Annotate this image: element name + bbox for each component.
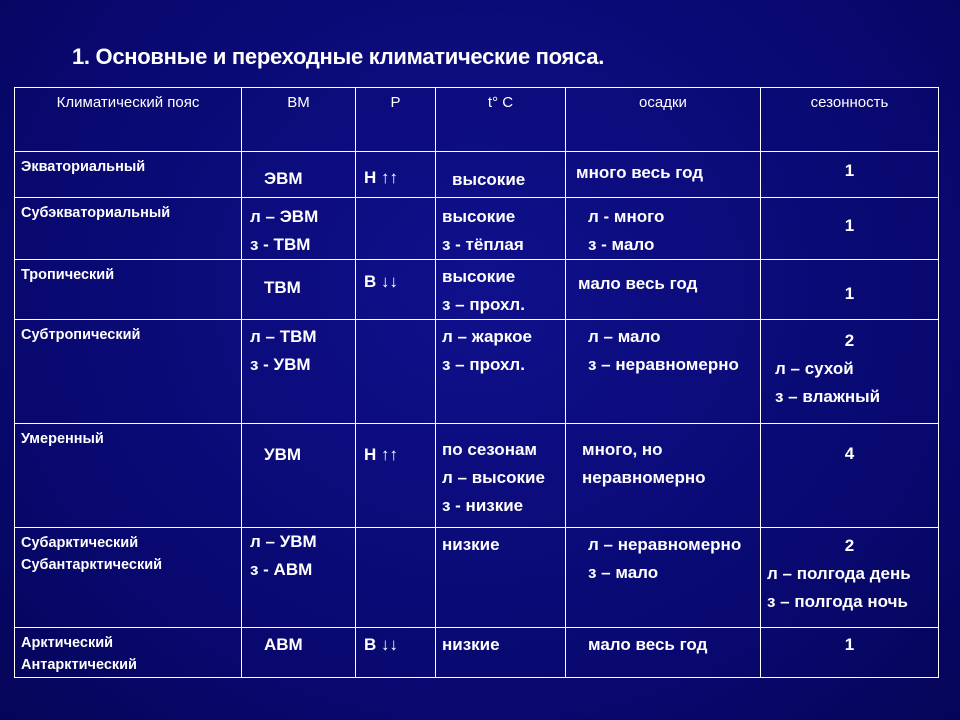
season-cell xyxy=(761,320,939,424)
vm-cell xyxy=(242,260,356,320)
vm-cell xyxy=(242,628,356,678)
zone-name: Тропический xyxy=(21,267,115,283)
t-value: з - низкие xyxy=(442,496,524,515)
table-row xyxy=(15,198,939,260)
zone-name: Субарктический xyxy=(21,535,139,551)
zone-cell xyxy=(15,628,242,678)
p-value: В ↓↓ xyxy=(364,272,398,291)
t-value: по сезонам xyxy=(442,440,537,459)
vm-value: з - ТВМ xyxy=(250,235,311,254)
season-value: з – влажный xyxy=(775,387,881,406)
p-cell xyxy=(356,152,436,198)
season-cell xyxy=(761,260,939,320)
header-zone: Климатический пояс xyxy=(15,88,242,152)
vm-value: л – УВМ xyxy=(250,532,317,551)
vm-cell xyxy=(242,320,356,424)
vm-value: з - УВМ xyxy=(250,355,311,374)
vm-value: ТВМ xyxy=(264,278,301,297)
zone-cell xyxy=(15,152,242,198)
season-value: 2 xyxy=(844,536,855,555)
osadki-value: з – неравномерно xyxy=(588,355,739,374)
t-value: высокие xyxy=(442,267,516,286)
vm-cell xyxy=(242,528,356,628)
t-value: л – жаркое xyxy=(442,327,532,346)
table-row xyxy=(15,320,939,424)
page-title: 1. Основные и переходные климатические пояса. xyxy=(72,44,605,69)
osadki-value: много, но xyxy=(582,440,663,459)
zone-name: Субэкваториальный xyxy=(21,205,171,221)
p-value: Н ↑↑ xyxy=(364,445,398,464)
osadki-value: много весь год xyxy=(576,163,704,182)
season-value: 1 xyxy=(844,161,855,180)
osadki-value: л – неравномерно xyxy=(588,535,742,554)
t-cell xyxy=(436,528,566,628)
osadki-value: мало весь год xyxy=(588,635,708,654)
p-value: В ↓↓ xyxy=(364,635,398,654)
season-cell xyxy=(761,152,939,198)
table-row xyxy=(15,628,939,678)
table-row xyxy=(15,260,939,320)
zone-name: Субтропический xyxy=(21,327,141,343)
season-cell xyxy=(761,198,939,260)
vm-cell xyxy=(242,152,356,198)
osadki-cell xyxy=(566,320,761,424)
t-cell xyxy=(436,320,566,424)
osadki-cell xyxy=(566,528,761,628)
osadki-value: мало весь год xyxy=(578,274,698,293)
p-cell xyxy=(356,424,436,528)
header-vm: ВМ xyxy=(242,88,356,152)
vm-value: АВМ xyxy=(264,635,303,654)
p-value: Н ↑↑ xyxy=(364,168,398,187)
osadki-value: з – мало xyxy=(588,563,659,582)
t-value: низкие xyxy=(442,535,500,554)
vm-cell xyxy=(242,198,356,260)
season-value: 1 xyxy=(844,284,855,303)
vm-value: л – ЭВМ xyxy=(250,207,319,226)
table-header-row xyxy=(15,88,939,152)
osadki-cell xyxy=(566,198,761,260)
vm-value: з - АВМ xyxy=(250,560,313,579)
t-cell xyxy=(436,260,566,320)
season-cell xyxy=(761,528,939,628)
table-row xyxy=(15,528,939,628)
header-p: Р xyxy=(356,88,436,152)
climate-zones-table xyxy=(14,87,939,678)
vm-value: УВМ xyxy=(264,445,302,464)
vm-cell xyxy=(242,424,356,528)
zone-name: Субантарктический xyxy=(21,557,163,573)
zone-cell xyxy=(15,424,242,528)
p-cell xyxy=(356,628,436,678)
t-cell xyxy=(436,628,566,678)
table-row xyxy=(15,424,939,528)
season-value: з – полгода ночь xyxy=(767,592,908,611)
osadki-value: з - мало xyxy=(588,235,655,254)
t-value: высокие xyxy=(452,170,526,189)
osadki-cell xyxy=(566,152,761,198)
zone-name: Антарктический xyxy=(21,657,137,673)
p-cell xyxy=(356,260,436,320)
season-value: л – полгода день xyxy=(767,564,911,583)
t-value: высокие xyxy=(442,207,516,226)
osadki-value: л – мало xyxy=(588,327,661,346)
zone-cell xyxy=(15,260,242,320)
season-value: 1 xyxy=(844,635,855,654)
p-cell xyxy=(356,198,436,260)
p-cell xyxy=(356,528,436,628)
t-value: низкие xyxy=(442,635,500,654)
season-value: 4 xyxy=(844,444,855,463)
header-t: t° С xyxy=(436,88,566,152)
osadki-cell xyxy=(566,628,761,678)
zone-name: Экваториальный xyxy=(21,159,146,175)
vm-value: ЭВМ xyxy=(264,169,303,188)
t-cell xyxy=(436,152,566,198)
t-value: л – высокие xyxy=(442,468,545,487)
osadki-value: л - много xyxy=(588,207,665,226)
t-value: з - тёплая xyxy=(442,235,524,254)
zone-name: Арктический xyxy=(21,635,114,651)
season-value: л – сухой xyxy=(775,359,854,378)
t-cell xyxy=(436,198,566,260)
vm-value: л – ТВМ xyxy=(250,327,317,346)
header-osadki: осадки xyxy=(566,88,761,152)
season-cell xyxy=(761,424,939,528)
zone-cell xyxy=(15,198,242,260)
t-value: з – прохл. xyxy=(442,295,525,314)
t-value: з – прохл. xyxy=(442,355,525,374)
t-cell xyxy=(436,424,566,528)
osadki-cell xyxy=(566,424,761,528)
zone-cell xyxy=(15,320,242,424)
osadki-value: неравномерно xyxy=(582,468,706,487)
season-cell xyxy=(761,628,939,678)
zone-cell xyxy=(15,528,242,628)
zone-name: Умеренный xyxy=(21,431,104,447)
p-cell xyxy=(356,320,436,424)
season-value: 2 xyxy=(844,331,855,350)
header-season: сезонность xyxy=(761,88,939,152)
season-value: 1 xyxy=(844,216,855,235)
osadki-cell xyxy=(566,260,761,320)
table-row xyxy=(15,152,939,198)
